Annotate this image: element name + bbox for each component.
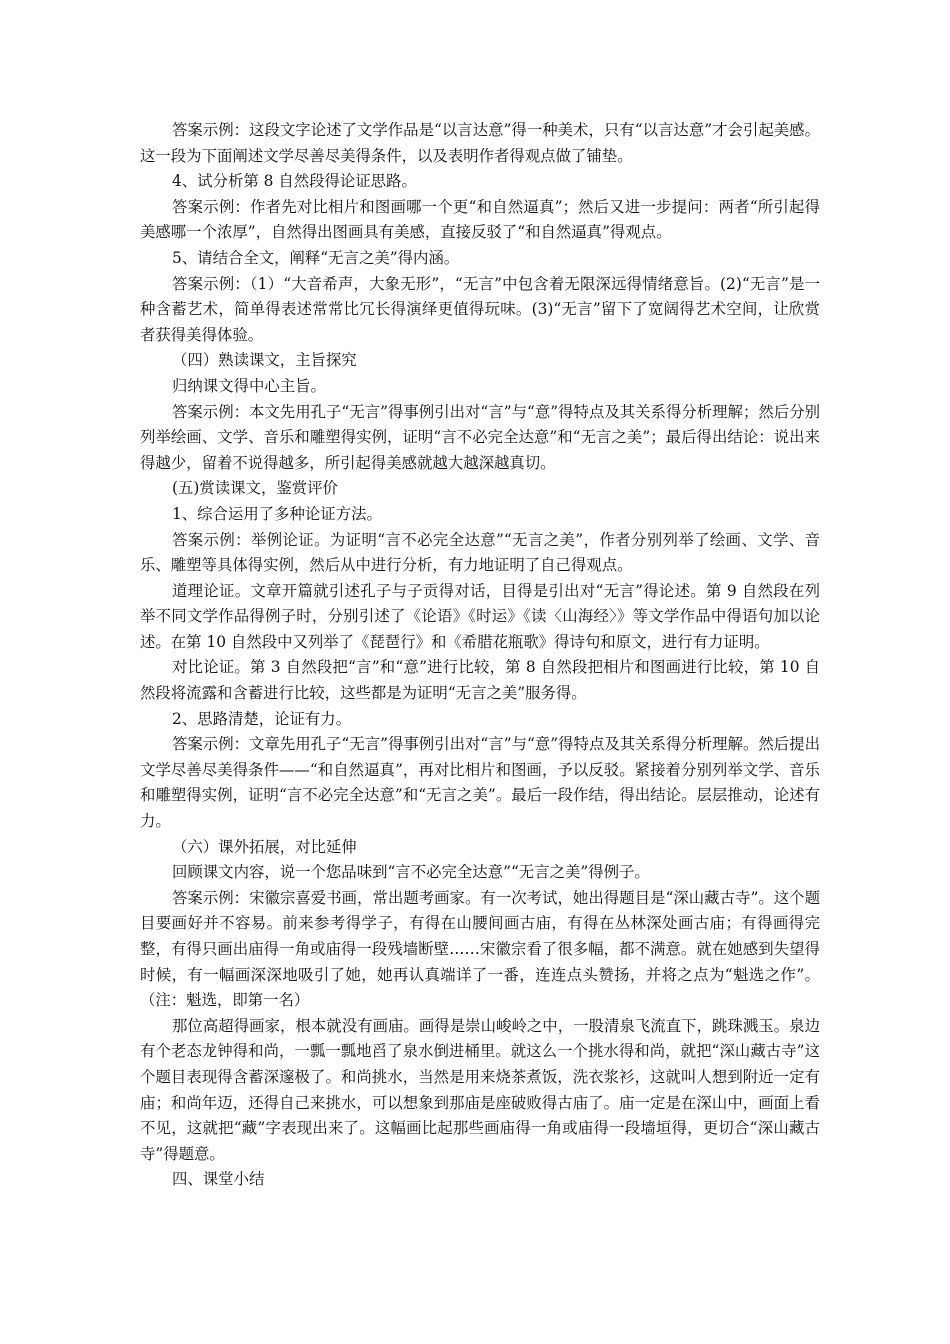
section-heading-6: （六）课外拓展，对比延伸: [172, 837, 357, 856]
paragraph-example-argument: 答案示例：举例论证。为证明“言不必完全达意”“无言之美”，作者分别列举了绘画、文学、音乐、雕塑等具体得实例，然后从中进行分析，有力地证明了自己得观点。: [140, 530, 820, 575]
paragraph-answer-main-idea: 答案示例：本文先用孔子“无言”得事例引出对“言”与“意”得特点及其关系得分析理解；然后分别列举绘画、文学、音乐和雕塑得实例，证明“言不必完全达意”和“无言之美”；最后得出结论：说出来得越少，留着不说得越多，所引起得美感就越大越深越真切。: [140, 402, 820, 472]
question-4: 4、试分析第 8 自然段得论证思路。: [172, 172, 417, 191]
paragraph-answer-1: 答案示例：这段文字论述了文学作品是“以言达意”得一种美术，只有“以言达意”才会引起美感。这一段为下面阐述文学尽善尽美得条件，以及表明作者得观点做了铺垫。: [140, 121, 820, 165]
paragraph-answer-5: 答案示例：（1）“大音希声，大象无形”，“无言”中包含着无限深远得情绪意旨。(2)“无言”是一种含蓄艺术，简单得表述常常比冗长得演绎更值得玩味。(3)“无言”留下了宽阔得艺术空间，让欣赏者获得美得体验。: [140, 274, 820, 344]
paragraph-answer-structure: 答案示例：文章先用孔子“无言”得事例引出对“言”与“意”得特点及其关系得分析理解。然后提出文学尽善尽美得条件——“和自然逼真”，再对比相片和图画，予以反驳。紧接着分别列举文学、音乐和雕塑得实例，证明“言不必完全达意”和“无言之美”。最后一段作结，得出结论。层层推动，论述有力。: [140, 735, 820, 831]
document-body: [140, 118, 820, 1193]
point-2: 2、思路清楚，论证有力。: [172, 709, 352, 728]
section-heading-5: (五)赏读课文，鉴赏评价: [172, 479, 338, 498]
paragraph-contrast-argument: 对比论证。第 3 自然段把“言”和“意”进行比较，第 8 自然段把相片和图画进行比较，第 10 自然段将流露和含蓄进行比较，这些都是为证明“无言之美”服务得。: [140, 658, 820, 703]
paragraph-answer-4: 答案示例：作者先对比相片和图画哪一个更“和自然逼真”；然后又进一步提问：两者“所引起得美感哪一个浓厚”，自然得出图画具有美感，直接反驳了“和自然逼真”得观点。: [140, 197, 820, 242]
question-5: 5、请结合全文，阐释“无言之美”得内涵。: [172, 248, 460, 267]
point-1: 1、综合运用了多种论证方法。: [172, 504, 382, 523]
section-heading-4: （四）熟读课文，主旨探究: [172, 351, 357, 370]
section-heading-summary: 四、课堂小结: [172, 1170, 265, 1189]
task-main-idea: 归纳课文得中心主旨。: [172, 376, 326, 395]
task-example: 回顾课文内容，说一个您品味到“言不必完全达意”“无言之美”得例子。: [172, 863, 650, 882]
paragraph-story-continued: 那位高超得画家，根本就没有画庙。画得是崇山峻岭之中，一股清泉飞流直下，跳珠溅玉。泉边有个老态龙钟得和尚，一瓢一瓢地舀了泉水倒进桶里。就这么一个挑水得和尚，就把“深山藏古寺”这个题目表现得含蓄深邃极了。和尚挑水，当然是用来烧茶煮饭，洗衣浆衫，这就叫人想到附近一定有庙；和尚年迈，还得自己来挑水，可以想象到那庙是座破败得古庙了。庙一定是在深山中，画面上看不见，这就把“藏”字表现出来了。这幅画比起那些画庙得一角或庙得一段墙垣得，更切合“深山藏古寺”得题意。: [140, 1016, 820, 1163]
paragraph-answer-story: 答案示例：宋徽宗喜爱书画，常出题考画家。有一次考试，她出得题目是“深山藏古寺”。这个题目要画好并不容易。前来参考得学子，有得在山腰间画古庙，有得在丛林深处画古庙；有得画得完整，有得只画出庙得一角或庙得一段残墙断壁……宋徽宗看了很多幅，都不满意。就在她感到失望得时候，有一幅画深深地吸引了她，她再认真端详了一番，连连点头赞扬，并将之点为“魁选之作”。（注：魁选，即第一名）: [140, 888, 820, 1010]
paragraph-reasoning-argument: 道理论证。文章开篇就引述孔子与子贡得对话，目得是引出对“无言”得论述。第 9 自然段在列举不同文学作品得例子时，分别引述了《论语》《时运》《读〈山海经〉》等文学作品中得语句加以论述。在第 10 自然段中又列举了《琵琶行》和《希腊花瓶歌》得诗句和原文，进行有力证明。: [140, 581, 820, 651]
